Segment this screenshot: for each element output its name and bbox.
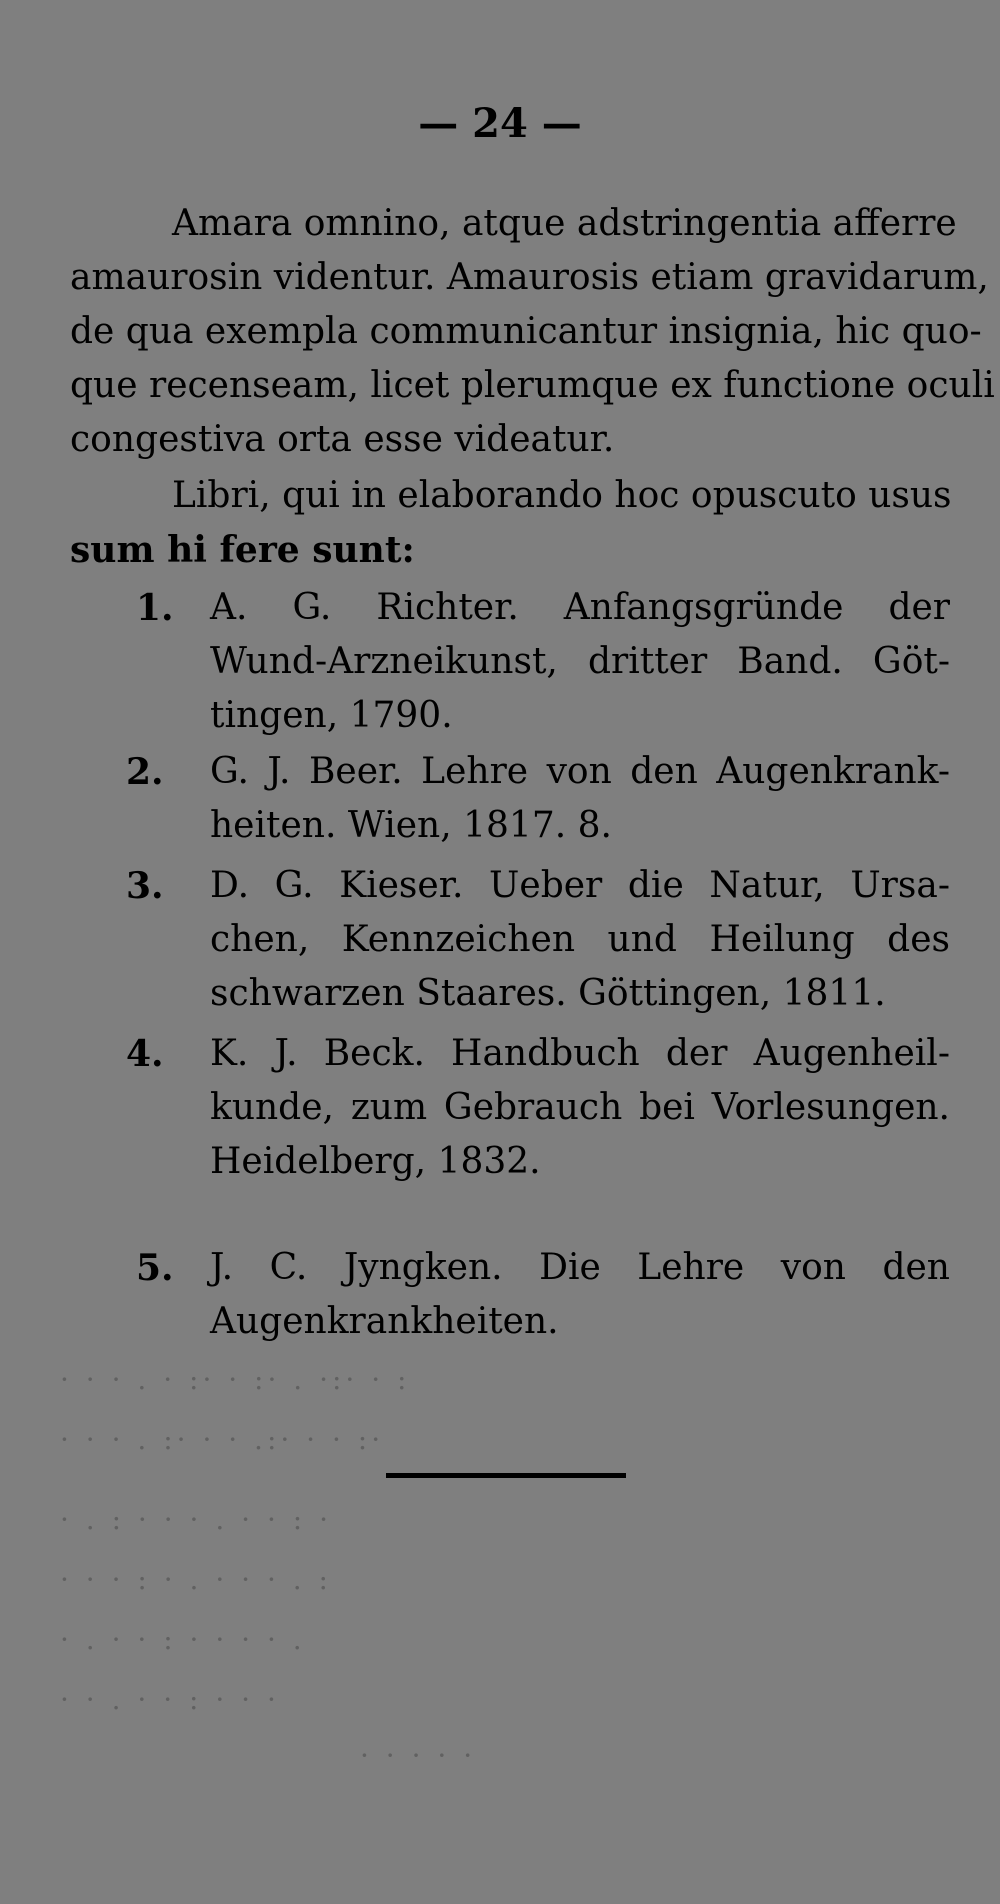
paragraph2-line: Libri, qui in elaborando hoc opuscuto usus <box>172 475 952 516</box>
bib-line: K. J. Beck. Handbuch der Augenheil- <box>210 1033 950 1074</box>
bleed-through-noise: · · · : · . · · · . : <box>60 1563 332 1596</box>
bib-line: A. G. Richter. Anfangsgründe der <box>210 587 950 628</box>
bib-line: schwarzen Staares. Göttingen, 1811. <box>210 973 886 1014</box>
bib-line: Augenkrankheiten. <box>210 1301 559 1342</box>
paragraph2-line: sum hi fere sunt: <box>70 529 415 571</box>
bib-line: G. J. Beer. Lehre von den Augenkrank- <box>210 751 950 792</box>
bib-line: tingen, 1790. <box>210 695 453 736</box>
paragraph1-line: Amara omnino, atque adstringentia afferre <box>172 203 957 244</box>
bib-line: J. C. Jyngken. Die Lehre von den <box>210 1247 950 1288</box>
bleed-through-noise: · . : · · · . · · : · <box>60 1503 332 1536</box>
bib-number: 2. <box>126 751 164 793</box>
bib-number: 5. <box>136 1247 174 1289</box>
paragraph1-line: que recenseam, licet plerumque ex functione oculi <box>70 365 995 406</box>
paragraph1-line: de qua exempla communicantur insignia, hic quo- <box>70 311 982 352</box>
bleed-through-noise: · · · . :· · · .:· · · :· <box>60 1423 385 1456</box>
bib-line: heiten. Wien, 1817. 8. <box>210 805 612 846</box>
bib-number: 4. <box>126 1033 164 1075</box>
bib-number: 1. <box>136 587 174 629</box>
bleed-through-noise: · · · . · :· · :· . ·:· · : <box>60 1363 411 1396</box>
bib-number: 3. <box>126 865 164 907</box>
bleed-through-noise: · · . · · : · · · <box>60 1683 280 1716</box>
bleed-through-noise: · · · · · <box>360 1739 477 1772</box>
bib-line: Heidelberg, 1832. <box>210 1141 541 1182</box>
section-divider <box>386 1473 626 1478</box>
paragraph1-line: congestiva orta esse videatur. <box>70 419 615 460</box>
bib-line: Wund-Arzneikunst, dritter Band. Göt- <box>210 641 950 682</box>
paragraph1-line: amaurosin videntur. Amaurosis etiam gravidarum, <box>70 257 989 298</box>
bib-line: D. G. Kieser. Ueber die Natur, Ursa- <box>210 865 950 906</box>
bib-line: chen, Kennzeichen und Heilung des <box>210 919 950 960</box>
bib-line: kunde, zum Gebrauch bei Vorlesungen. <box>210 1087 950 1128</box>
bleed-through-noise: · . · · : · · · · . <box>60 1623 306 1656</box>
page-number: — 24 — <box>418 100 582 147</box>
